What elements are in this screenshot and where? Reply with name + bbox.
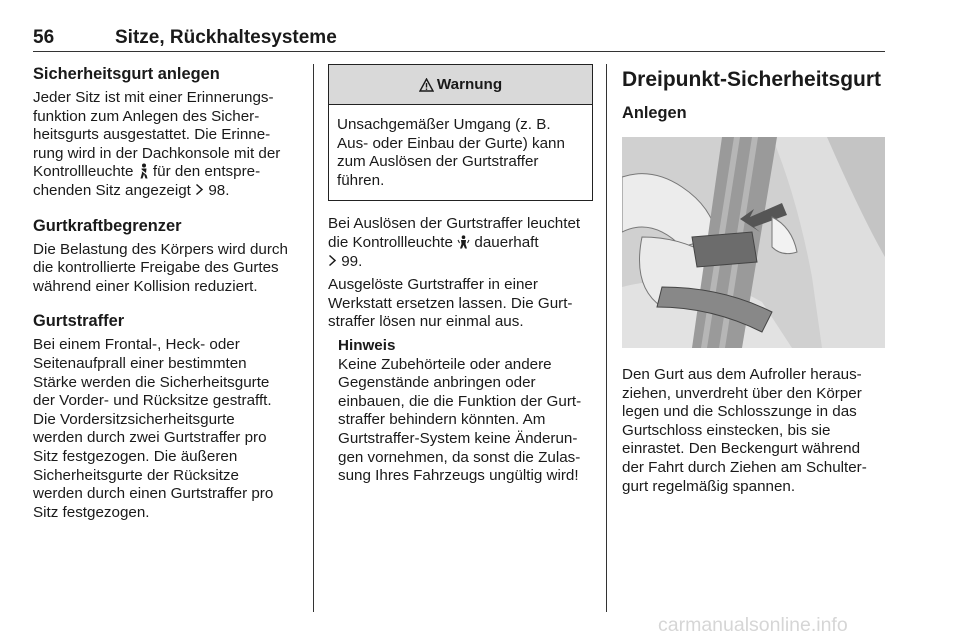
text-fragment: chenden Sitz angezeigt — [33, 181, 196, 199]
text-line: Sitz festgezogen. Die äußeren — [33, 447, 238, 465]
text-line: Bei Auslösen der Gurtstraffer leuchtet — [328, 215, 581, 233]
warning-header — [329, 65, 592, 105]
text-line: gurt regelmäßig spannen. — [622, 477, 796, 495]
text-line: heitsgurts ausgestattet. Die Erinne- — [33, 126, 271, 144]
text-line: Gurtstraffer-System keine Änderun- — [338, 429, 578, 447]
text-line: werden durch einen Gurtstraffer pro — [33, 485, 274, 503]
fasten-instructions — [622, 366, 887, 496]
text-line: Sitz festgezogen. — [33, 503, 150, 521]
text-line: Unsachgemäßer Umgang (z. B. — [337, 116, 551, 133]
subsection-title-fasten: Anlegen — [622, 104, 687, 122]
seatbelt-reminder-icon — [138, 163, 149, 179]
text-line — [328, 253, 596, 272]
text-line: Jeder Sitz ist mit einer Erinnerungs- — [33, 89, 274, 106]
section-body-fasten-belt — [33, 89, 301, 201]
warning-title: Warnung — [436, 76, 503, 93]
text-line: einbauen, die die Funktion der Gurt- — [338, 392, 582, 410]
warning-box — [328, 64, 593, 201]
warning-body — [329, 105, 592, 200]
text-line: Seitenaufprall einer bestimmten — [33, 354, 247, 372]
section-title-load-limiter: Gurtkraftbegrenzer — [33, 216, 182, 235]
text-line: funktion zum Anlegen des Sicher- — [33, 107, 260, 125]
warning-triangle-icon — [419, 78, 434, 92]
text-line: werden durch zwei Gurtstraffer pro — [33, 429, 267, 447]
section-title-fasten-belt: Sicherheitsgurt anlegen — [33, 65, 220, 83]
text-fragment: für den entspre- — [148, 163, 261, 181]
text-line: straffer behindern könnten. Am — [338, 411, 546, 429]
text-line — [33, 163, 301, 182]
page-number: 56 — [33, 27, 55, 48]
text-line: Stärke werden die Sicherheitsgurte — [33, 373, 270, 391]
pretensioner-indicator-text — [328, 215, 596, 271]
text-fragment: 98. — [204, 181, 230, 199]
text-line: Aus- oder Einbau der Gurte) kann — [337, 134, 565, 152]
text-line: sung Ihres Fahrzeugs ungültig wird! — [338, 467, 579, 485]
section-body-load-limiter — [33, 241, 301, 297]
text-fragment: 99. — [337, 252, 363, 270]
text-line: führen. — [337, 171, 385, 189]
text-line — [33, 182, 301, 201]
text-line: legen und die Schlosszunge in das — [622, 403, 857, 421]
text-line: Ausgelöste Gurtstraffer in einer — [328, 276, 538, 294]
column-divider-1 — [313, 64, 314, 612]
text-line — [328, 234, 596, 253]
text-line: der Vorder- und Rücksitze gestrafft. — [33, 392, 272, 410]
note-title: Hinweis — [338, 336, 396, 354]
text-fragment: dauerhaft — [470, 233, 539, 251]
text-line: Die Vordersitzsicherheitsgurte — [33, 410, 235, 428]
column-left — [33, 64, 301, 522]
text-line: Werkstatt ersetzen lassen. Die Gurt- — [328, 294, 573, 312]
pretensioner-replace-text — [328, 276, 596, 332]
column-middle — [328, 64, 596, 486]
text-line: Bei einem Frontal-, Heck- oder — [33, 336, 240, 354]
text-fragment: Kontrollleuchte — [33, 163, 138, 181]
chapter-title: Sitze, Rückhaltesysteme — [115, 27, 337, 48]
note-box — [328, 337, 596, 486]
section-title-three-point-belt: Dreipunkt-Sicherheitsgurt — [622, 68, 882, 91]
header-rule — [33, 51, 885, 52]
text-line: Sicherheitsgurte der Rücksitze — [33, 466, 239, 484]
column-divider-2 — [606, 64, 607, 612]
text-line: Gegenstände anbringen oder — [338, 374, 536, 392]
text-line: gen vornehmen, da sonst die Zulas- — [338, 448, 581, 466]
page-header — [33, 27, 885, 53]
column-right — [622, 64, 887, 496]
text-line: der Fahrt durch Ziehen am Schulter- — [622, 458, 867, 476]
section-title-pretensioner: Gurtstraffer — [33, 312, 125, 331]
text-fragment: die Kontrollleuchte — [328, 233, 458, 251]
pretensioner-warning-icon — [457, 235, 470, 249]
text-line: die kontrollierte Freigabe des Gurtes — [33, 259, 279, 277]
text-line: Keine Zubehörteile oder andere — [338, 355, 552, 373]
text-line: straffer lösen nur einmal aus. — [328, 313, 524, 331]
text-line: Die Belastung des Körpers wird durch — [33, 240, 288, 258]
watermark: carmanualsonline.info — [658, 614, 848, 636]
text-line: Gurtschloss einstecken, bis sie — [622, 421, 831, 439]
page-reference-icon[interactable] — [195, 183, 204, 196]
text-line: ziehen, unverdreht über den Körper — [622, 384, 862, 402]
page-reference-icon[interactable] — [328, 254, 337, 267]
text-line: zum Auslösen der Gurtstraffer — [337, 153, 539, 171]
text-line: einrastet. Den Beckengurt während — [622, 440, 861, 458]
text-line: während einer Kollision reduziert. — [33, 277, 258, 295]
text-line: Den Gurt aus dem Aufroller heraus- — [622, 366, 862, 383]
text-line: rung wird in der Dachkonsole mit der — [33, 144, 281, 162]
section-body-pretensioner — [33, 336, 301, 522]
seatbelt-illustration — [622, 137, 885, 348]
